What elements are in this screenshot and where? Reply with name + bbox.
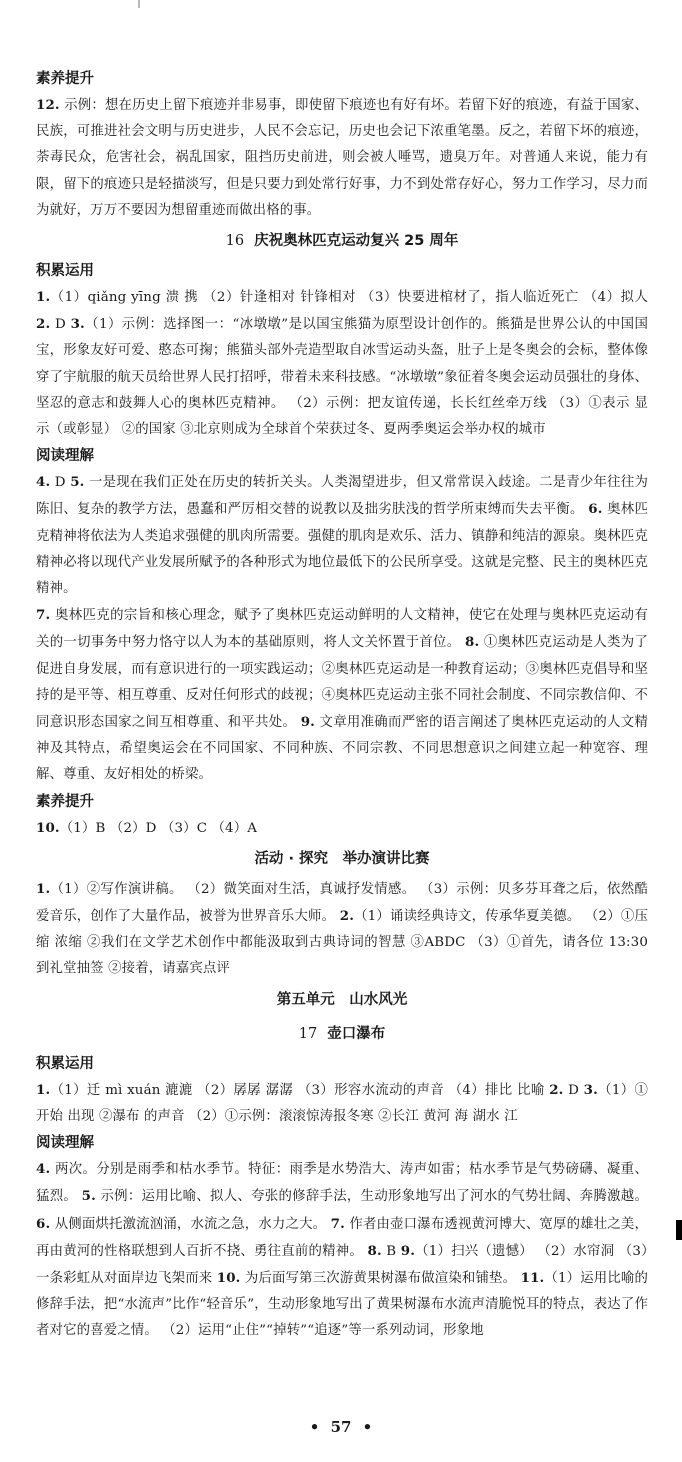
question-number: 1. (36, 1081, 51, 1098)
answer-text: 两次。分别是雨季和枯水季节。特征：雨季是水势浩大、涛声如雷；枯水季节是气势磅礴、凝重、猛烈。 (36, 1162, 648, 1205)
question-number: 2. (549, 1081, 564, 1098)
section-heading: 素养提升 (36, 793, 94, 810)
answer-text: （1）示例：选择图一：“冰墩墩”是以国宝熊猫为原型设计创作的。熊猫是世界公认的中国国宝，形象友好可爱、憨态可掬；熊猫头部外壳造型取自冰雪运动头盔，肚子上是冬奥会的会标，整体像穿了宇航服的航天员给世界人民打招呼，带着未来科技感。“冰墩墩”象征着冬奥会运动员强壮的身体、坚忍的意志和鼓舞人心的奥林匹克精神。 （2）示例：把友谊传递，长长红丝牵万线 （3）①表示 显示（或彰显） ②的国家 ③北京则成为全球首个荣获过冬、夏两季奥运会举办权的城市 (36, 317, 648, 438)
edge-tab-mark (676, 1220, 682, 1240)
answer-text: D (50, 475, 71, 491)
answer-paragraph (36, 92, 648, 224)
answer-text: 奥林匹克的宗旨和核心理念，赋予了奥林匹克运动鲜明的人文精神，使它在处理与奥林匹克运动有关的一切事务中努力恪守以人为本的基础原则，将人文关怀置于首位。 (36, 608, 648, 651)
question-number: 5. (81, 1188, 96, 1205)
answer-text: D (50, 317, 71, 333)
question-number: 9. (300, 714, 315, 731)
question-number: 4. (36, 474, 51, 491)
answer-text: 奥林匹克精神将依法为人类追求强健的肌肉所需要。强健的肌肉是欢乐、活力、镇静和纯洁的源泉。奥林匹克精神必将以现代产业发展所赋予的各种形式为地位最低下的公民所享受。这就是完整、民主的奥林匹克精神。 (36, 502, 648, 597)
section-heading: 阅读理解 (36, 448, 94, 465)
lesson-number: 16 (225, 233, 245, 250)
question-number: 9. (400, 1242, 416, 1259)
question-number: 1. (36, 880, 51, 897)
answer-text: （1）B （2）D （3）C （4）A (59, 820, 258, 836)
answer-text: 为后面写第三次游黄果树瀑布做渲染和铺垫。 (240, 1270, 521, 1286)
answer-paragraph (36, 876, 648, 983)
lesson-title-text: 活动 · 探究 举办演讲比赛 (254, 850, 430, 867)
answer-text: B (381, 1243, 401, 1259)
answer-paragraph (36, 469, 648, 602)
answer-text: （1）迁 mì xuán 漉漉 （2）孱孱 潺潺 （3）形容水流动的声音 （4）排比 比喻 (50, 1082, 550, 1098)
answer-paragraph (36, 1156, 648, 1344)
page-footer (0, 1418, 682, 1436)
answer-paragraph (36, 602, 648, 788)
section-heading: 积累运用 (36, 1055, 94, 1072)
section-heading: 阅读理解 (36, 1135, 94, 1152)
answer-text: 从侧面烘托激流汹涌，水流之急，水力之大。 (50, 1216, 331, 1232)
lesson-title-text: 第五单元 山水风光 (276, 991, 408, 1008)
question-number: 4. (36, 1161, 51, 1178)
question-number: 8. (465, 634, 480, 651)
section-heading: 素养提升 (36, 71, 94, 87)
question-number: 12. (36, 97, 60, 113)
question-number: 10. (216, 1269, 241, 1286)
top-edge-mark (138, 0, 140, 8)
question-number: 5. (70, 474, 85, 491)
lesson-number: 17 (298, 1025, 318, 1042)
answer-text: （1）扫兴（遗憾） （2）水帘洞 （3）一条彩虹从对面岸边飞架而来 (36, 1243, 648, 1286)
lesson-title-text: 壶口瀑布 (327, 1025, 386, 1042)
answer-text: ①奥林匹克运动是人类为了促进自身发展，而有意识进行的一项实践运动；②奥林匹克运动是一种教育运动；③奥林匹克倡导和坚持的是平等、相互尊重、反对任何形式的歧视；④奥林匹克运动主张不同社会制度、不同宗教信仰、不同意识形态国家之间互相尊重、和平共处。 (36, 635, 648, 731)
question-number: 2. (36, 316, 51, 333)
answer-text: （1）运用比喻的修辞手法，把“水流声”比作“轻音乐”，生动形象地写出了黄果树瀑布水流声清脆悦耳的特点，表达了作者对它的喜爱之情。 （2）运用“止住”“掉转”“追逐”等一系列动词，形象地 (36, 1270, 648, 1339)
answer-paragraph (36, 815, 648, 842)
question-number: 11. (520, 1269, 545, 1286)
question-number: 7. (330, 1215, 345, 1232)
answer-paragraph (36, 1077, 648, 1130)
answer-text: 作者由壶口瀑布透视黄河博大、宽厚的雄壮之美，再由黄河的性格联想到人百折不挠、勇往直前的精神。 (36, 1216, 648, 1259)
answer-text: 一是现在我们正处在历史的转折关头。人类渴望进步，但又常常误入歧途。二是青少年往往为陈旧、复杂的教学方法，愚蠢和严厉相交替的说教以及拙劣肤浅的哲学所束缚而失去平衡。 (36, 475, 649, 518)
question-number: 8. (367, 1242, 382, 1259)
section-heading: 积累运用 (36, 263, 94, 280)
answer-page (36, 66, 648, 1345)
answer-text: 示例：想在历史上留下痕迹并非易事，即使留下痕迹也有好有坏。若留下好的痕迹，有益于国家、民族，可推进社会文明与历史进步，人民不会忘记，历史也会记下浓重笔墨。反之，若留下坏的痕迹，荼毒民众，危害社会，祸乱国家，阻挡历史前进，则会被人唾骂，遗臭万年。对普通人来说，能力有限，留下的痕迹只是轻描淡写，但是只要力到处常行好事，力不到处常存好心，努力工作学习，尽力而为就好，万万不要因为想留重迹而做出格的事。 (36, 98, 648, 218)
answer-text: （1）诵读经典诗文，传承华夏美德。 （2）①压缩 浓缩 ②我们在文学艺术创作中都能汲取到古典诗词的智慧 ③ABDC （3）①首先，请各位 13:30 到礼堂抽签 ②接着，请嘉宾点评 (36, 909, 648, 977)
question-number: 7. (36, 607, 51, 624)
answer-text: 示例：运用比喻、拟人、夸张的修辞手法，生动形象地写出了河水的气势壮阔、奔腾激越。 (95, 1189, 649, 1205)
answer-paragraph (36, 284, 648, 443)
answer-text: （1）②写作演讲稿。 （2）微笑面对生活，真诚抒发情感。 （3）示例：贝多芬耳聋之后，依然酷爱音乐，创作了大量作品，被誉为世界音乐大师。 (36, 881, 648, 925)
question-number: 3. (70, 316, 85, 333)
answer-text: （1）qiǎng yīng 溃 携 （2）针逢相对 针锋相对 （3）快要进棺材了，指人临近死亡 （4）拟人 (50, 290, 648, 306)
lesson-title (36, 842, 648, 876)
question-number: 6. (36, 1215, 51, 1232)
question-number: 1. (36, 289, 51, 306)
lesson-title (36, 983, 648, 1017)
page-number: 57 (330, 1418, 352, 1436)
question-number: 3. (583, 1081, 598, 1098)
answer-text: （1）①开始 出现 ②瀑布 的声音 （2）①示例：滚滚惊涛报冬寒 ②长江 黄河 海 湖水 江 (36, 1082, 648, 1124)
answer-text: 文章用准确而严密的语言阐述了奥林匹克运动的人文精神及其特点，希望奥运会在不同国家、不同种族、不同宗教、不同思想意识之间建立起一种宽容、理解、尊重、友好相处的桥梁。 (36, 715, 648, 783)
footer-dot-right: • (362, 1418, 373, 1436)
question-number: 10. (36, 819, 60, 836)
lesson-title (36, 1017, 648, 1051)
question-number: 2. (339, 908, 355, 925)
question-number: 6. (588, 501, 603, 518)
lesson-title-text: 庆祝奥林匹克运动复兴 25 周年 (254, 233, 459, 250)
lesson-title (36, 224, 648, 258)
footer-dot-left: • (309, 1418, 320, 1436)
answer-text: D (563, 1082, 584, 1098)
